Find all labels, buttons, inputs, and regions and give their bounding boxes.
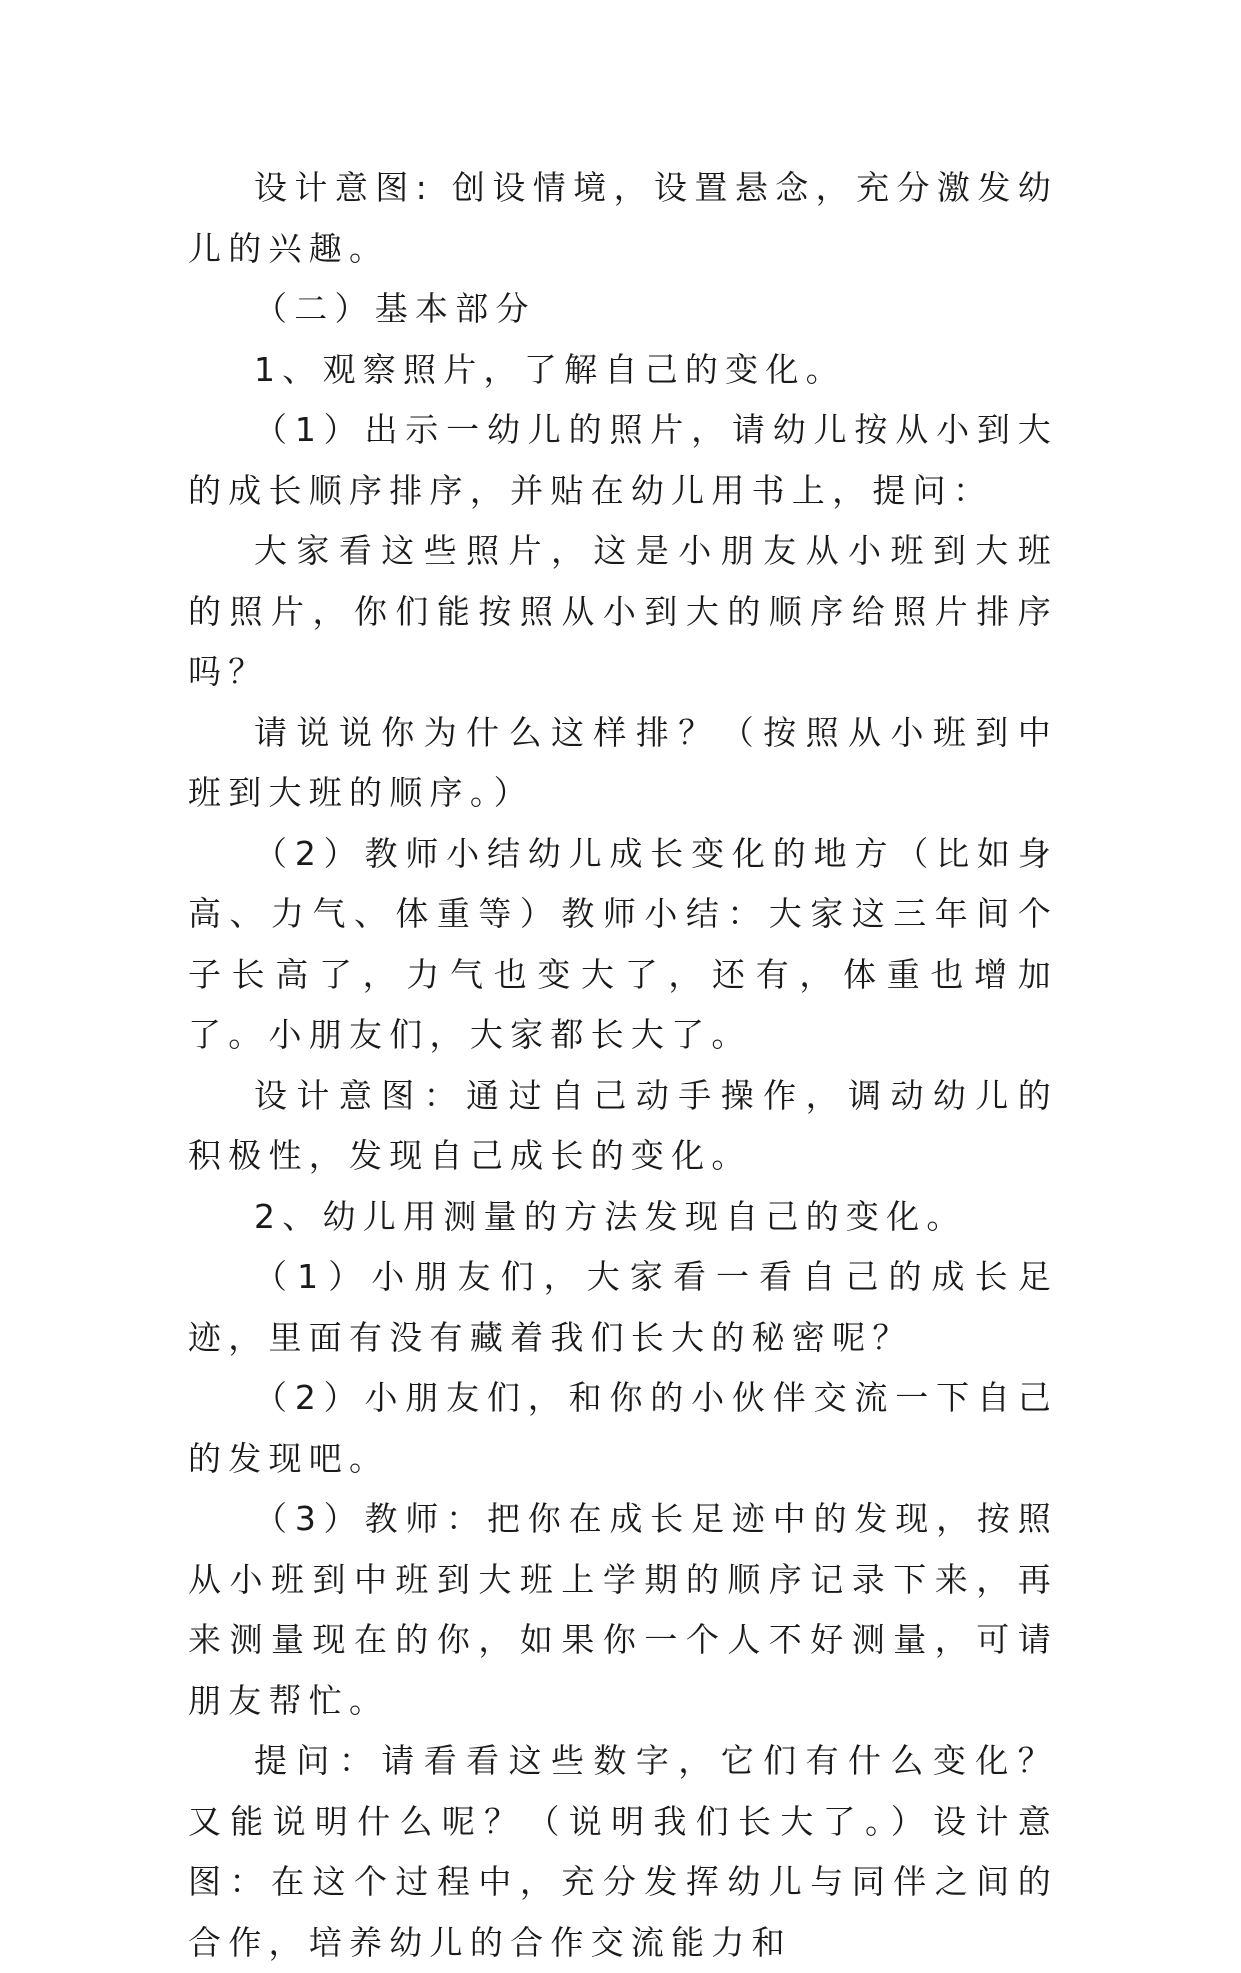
paragraph-step-1-sub-2: （2）教师小结幼儿成长变化的地方（比如身高、力气、体重等）教师小结：大家这三年间个子长高了，力气也变大了，还有，体重也增加了。小朋友们，大家都长大了。 — [188, 833, 1058, 1054]
paragraph-design-intent-1: 设计意图: 创设情境，设置悬念，充分激发幼儿的兴趣。 — [188, 168, 1058, 268]
document-body — [188, 158, 1058, 1973]
paragraph-step-1: 1、观察照片，了解自己的变化。 — [254, 349, 846, 389]
paragraph-design-intent-2: 设计意图：通过自己动手操作，调动幼儿的积极性，发现自己成长的变化。 — [188, 1075, 1058, 1175]
paragraph-step-1-sub-1: （1）出示一幼儿的照片，请幼儿按从小到大的成长顺序排序，并贴在幼儿用书上，提问： — [188, 410, 1058, 510]
paragraph-question-why: 请说说你为什么这样排？（按照从小班到中班到大班的顺序。） — [188, 712, 1058, 812]
paragraph-question-order: 大家看这些照片，这是小朋友从小班到大班的照片，你们能按照从小到大的顺序给照片排序吗？ — [188, 531, 1058, 691]
paragraph-step-2-sub-1: （1）小朋友们，大家看一看自己的成长足迹，里面有没有藏着我们长大的秘密呢？ — [188, 1257, 1058, 1357]
section-heading-basic-part: （二）基本部分 — [254, 289, 536, 328]
paragraph-step-2-sub-3: （3）教师：把你在成长足迹中的发现，按照从小班到中班到大班上学期的顺序记录下来，再来测量现在的你，如果你一个人不好测量，可请朋友帮忙。 — [188, 1499, 1058, 1720]
paragraph-step-2-sub-2: （2）小朋友们，和你的小伙伴交流一下自己的发现吧。 — [188, 1378, 1058, 1478]
paragraph-step-2: 2、幼儿用测量的方法发现自己的变化。 — [254, 1196, 967, 1236]
paragraph-question-numbers: 提问：请看看这些数字，它们有什么变化？又能说明什么呢？（说明我们长大了。）设计意图：在这个过程中，充分发挥幼儿与同伴之间的合作，培养幼儿的合作交流能力和 — [188, 1741, 1058, 1962]
